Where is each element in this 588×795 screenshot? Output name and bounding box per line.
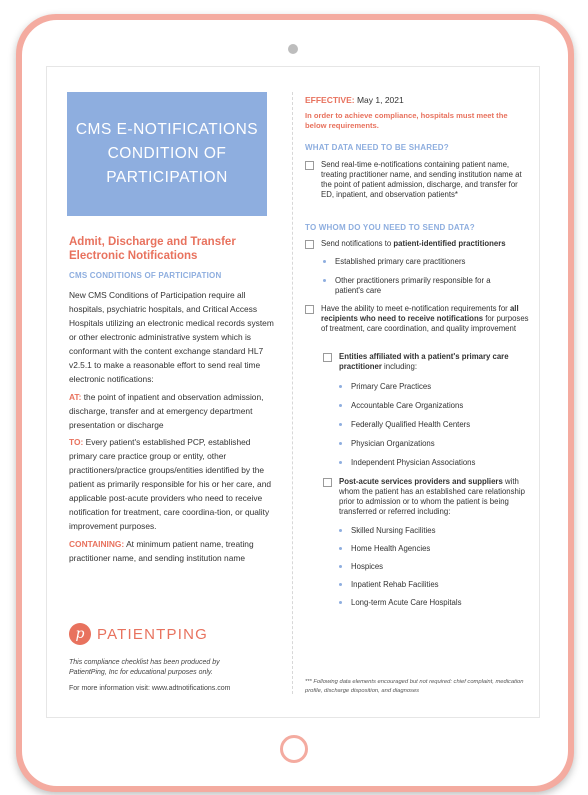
list-item — [323, 276, 513, 296]
subtitle: Admit, Discharge and Transfer Electronic Notifications — [69, 236, 236, 262]
checkbox[interactable] — [305, 240, 314, 249]
list-item-text: Federally Qualified Health Centers — [351, 420, 471, 429]
effective-label: EFFECTIVE: — [305, 95, 355, 105]
checklist-text-bold: all recipients who need to receive notifications — [321, 304, 519, 323]
compliance-note: In order to achieve compliance, hospitals must meet the below requirements. — [305, 111, 508, 130]
footnote: *** Following data elements encouraged but not required: chief complaint, medication profile, discharge disposition, and diagnoses — [305, 679, 524, 694]
checklist-text — [339, 477, 528, 517]
checklist-text-bold: patient-identified practitioners — [393, 239, 506, 248]
list-item-text: Physician Organizations — [351, 439, 435, 448]
checklist-text-part: Send notifications to — [321, 239, 394, 248]
list-item — [339, 544, 430, 554]
bullet-icon — [339, 461, 342, 464]
list-item — [339, 458, 475, 468]
list-item-text: Hospices — [351, 562, 384, 571]
checklist-text — [339, 352, 523, 372]
bullet-icon — [323, 260, 326, 263]
at-text: the point of inpatient and observation admission, discharge, transfer and at emergency department presentation or discharge — [69, 392, 264, 430]
bullet-icon — [339, 442, 342, 445]
checkbox[interactable] — [323, 353, 332, 362]
at-label: AT: — [69, 392, 82, 402]
list-item-text: Long-term Acute Care Hospitals — [351, 598, 462, 607]
containing-text: At minimum patient name, treating practitioner name, and sending institution name — [69, 539, 254, 563]
list-item — [339, 562, 383, 572]
checklist-text-part: with whom the patient has an established care relationship prior to admission or to whom the patient is being transferred or referred including: — [339, 477, 525, 516]
checklist-text-part: including: — [381, 362, 417, 371]
checklist-text-bold: Post-acute services providers and suppliers — [339, 477, 503, 486]
checklist-item — [305, 160, 525, 200]
home-button[interactable] — [280, 735, 308, 763]
logo-mark-icon: p — [69, 623, 91, 645]
bullet-icon — [339, 601, 342, 604]
list-item-text: Inpatient Rehab Facilities — [351, 580, 439, 589]
containing-label: CONTAINING: — [69, 539, 125, 549]
bullet-icon — [339, 404, 342, 407]
containing-paragraph — [69, 537, 274, 565]
list-item — [339, 439, 435, 449]
list-item — [339, 401, 463, 411]
more-info-link: For more information visit: www.adtnotifications.com — [69, 685, 231, 692]
checklist-item — [305, 304, 530, 334]
bullet-icon — [339, 565, 342, 568]
checklist-subitem — [323, 352, 523, 372]
list-item — [339, 580, 439, 590]
effective-date — [305, 95, 404, 105]
checklist-text — [321, 304, 530, 334]
bullet-icon — [339, 385, 342, 388]
title-banner — [67, 92, 267, 216]
checklist-text: Send real-time e-notifications containing patient name, treating practitioner name, and sending institution name at the point of patient admission, discharge, and transfer for ED, inpatient, and observation patients* — [321, 160, 522, 199]
question-data-shared: WHAT DATA NEED TO BE SHARED? — [305, 143, 449, 152]
to-label: TO: — [69, 437, 84, 447]
to-paragraph — [69, 435, 274, 533]
bullet-icon — [323, 279, 326, 282]
intro-paragraph: New CMS Conditions of Participation require all hospitals, psychiatric hospitals, and Critical Access Hospitals utilizing an electronic medical records system or other electronic administrative system which is conformant with the content exchange standard HL7 v2.5.1 to make a reasonable effort to send real time electronic notifications: — [69, 290, 274, 384]
section-heading: CMS CONDITIONS OF PARTICIPATION — [69, 271, 222, 280]
list-item-text: Accountable Care Organizations — [351, 401, 464, 410]
bullet-icon — [339, 423, 342, 426]
list-item — [323, 257, 523, 267]
checklist-text-bold: Entities affiliated with a patient's primary care practitioner — [339, 352, 509, 371]
checkbox[interactable] — [305, 161, 314, 170]
logo-text: PATIENTPING — [97, 625, 208, 643]
list-item-text: Other practitioners primarily responsible for a patient's care — [335, 276, 491, 295]
list-item-text: Primary Care Practices — [351, 382, 432, 391]
effective-value: May 1, 2021 — [354, 95, 404, 105]
camera-icon — [288, 44, 298, 54]
list-item-text: Home Health Agencies — [351, 544, 431, 553]
column-divider — [292, 92, 293, 694]
checklist-text-part: Have the ability to meet e-notification requirements for — [321, 304, 510, 313]
disclaimer: This compliance checklist has been produced by PatientPing, Inc for educational purposes only. — [69, 659, 220, 676]
question-send-to-whom: TO WHOM DO YOU NEED TO SEND DATA? — [305, 223, 475, 232]
at-paragraph — [69, 390, 274, 432]
to-text: Every patient's established PCP, established primary care practice group or entity, other practitioners/practice groups/entities identified by the patient as primarily responsible for his or her care, and applicable post-acute providers who need to receive notification for treatment, care coordina-tion, or quality improvement purposes. — [69, 437, 272, 531]
checkbox[interactable] — [305, 305, 314, 314]
checklist-subitem — [323, 477, 528, 517]
bullet-icon — [339, 583, 342, 586]
list-item — [339, 382, 431, 392]
list-item-text: Skilled Nursing Facilities — [351, 526, 436, 535]
bullet-icon — [339, 547, 342, 550]
list-item-text: Independent Physician Associations — [351, 458, 476, 467]
page-title: CMS E-NOTIFICATIONS CONDITION OF PARTICIPATION — [75, 121, 259, 186]
checklist-text — [321, 239, 506, 249]
checklist-item — [305, 239, 530, 249]
patientping-logo — [69, 623, 208, 645]
list-item-text: Established primary care practitioners — [335, 257, 466, 266]
checklist-text-part: for purposes of treatment, care coordination, and quality improvement — [321, 314, 529, 333]
document-page — [46, 66, 540, 718]
bullet-icon — [339, 529, 342, 532]
list-item — [339, 420, 470, 430]
checkbox[interactable] — [323, 478, 332, 487]
list-item — [339, 598, 462, 608]
list-item — [339, 526, 436, 536]
